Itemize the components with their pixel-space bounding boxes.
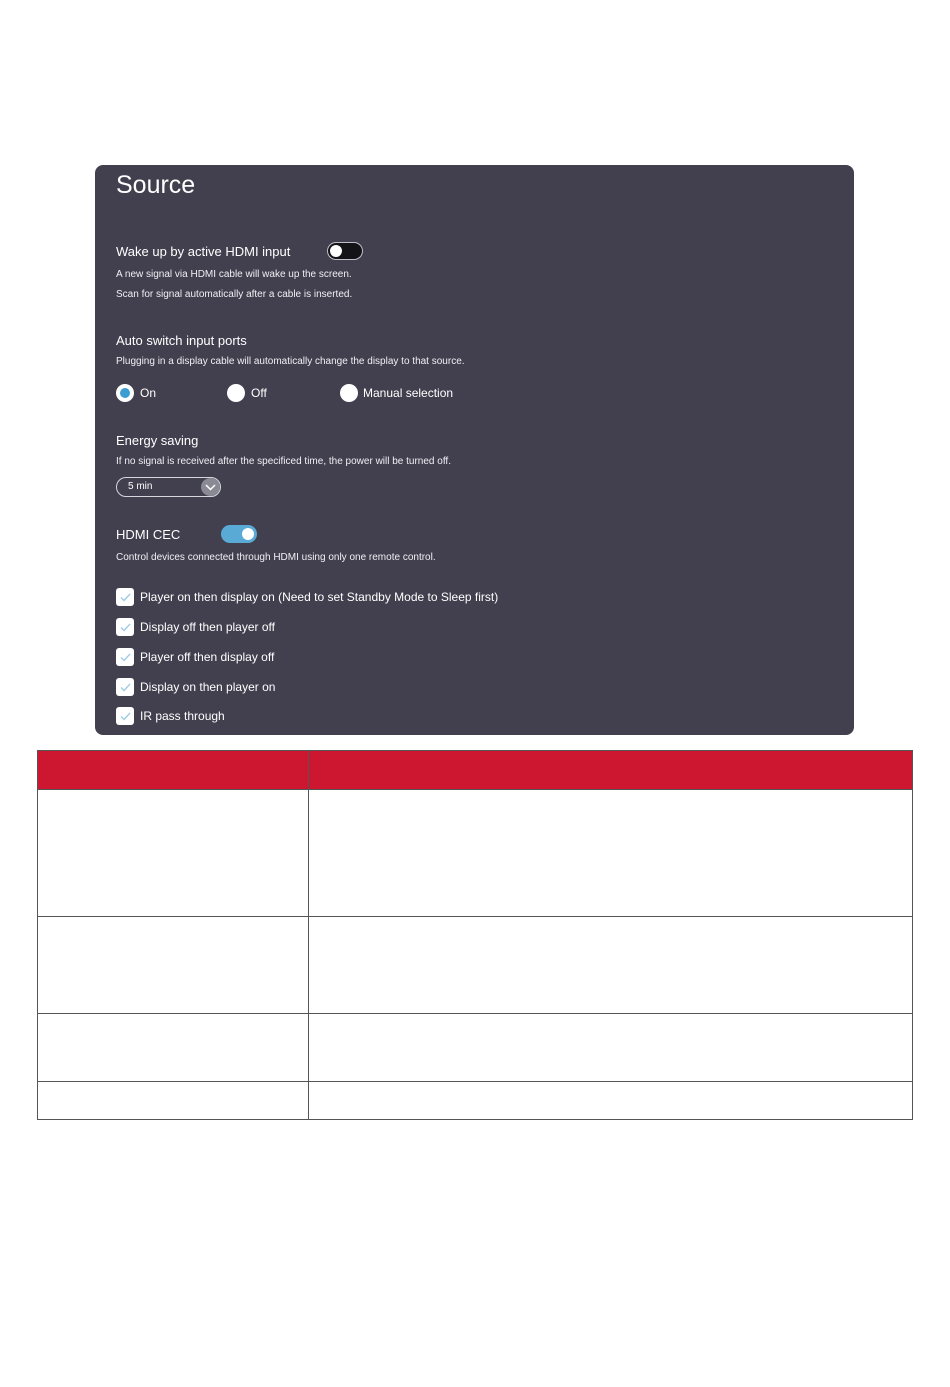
energy-saving-desc: If no signal is received after the specificed time, the power will be turned off. (116, 456, 451, 467)
energy-saving-select[interactable] (116, 477, 221, 497)
table-cell (38, 1014, 309, 1082)
checkbox-player-off-display-off[interactable] (116, 648, 134, 666)
table-cell (38, 790, 309, 917)
table-header-row (38, 751, 913, 790)
radio-manual-selection[interactable] (340, 384, 358, 402)
table-cell (309, 1082, 913, 1120)
hdmi-cec-label: HDMI CEC (116, 527, 181, 542)
check-icon (120, 623, 131, 632)
radio-off[interactable] (227, 384, 245, 402)
checkbox-display-on-player-on[interactable] (116, 678, 134, 696)
checkbox-label: Player on then display on (Need to set Standby Mode to Sleep first) (140, 590, 499, 604)
table-row (38, 1014, 913, 1082)
table-row (38, 917, 913, 1014)
hdmi-cec-desc: Control devices connected through HDMI using only one remote control. (116, 552, 436, 563)
toggle-knob (242, 528, 254, 540)
wake-hdmi-label: Wake up by active HDMI input (116, 244, 291, 259)
radio-on-label: On (140, 386, 157, 400)
check-icon (120, 712, 131, 721)
checkbox-label: Player off then display off (140, 650, 275, 664)
hdmi-cec-toggle[interactable] (221, 525, 257, 543)
table-header-cell (38, 751, 309, 790)
table-cell (309, 790, 913, 917)
radio-off-label: Off (251, 386, 267, 400)
checkbox-ir-pass-through[interactable] (116, 707, 134, 725)
checkbox-label: Display on then player on (140, 680, 276, 694)
panel-title: Source (116, 171, 196, 199)
auto-switch-label: Auto switch input ports (116, 333, 247, 348)
chevron-down-icon[interactable] (201, 478, 220, 496)
radio-manual-selection-label: Manual selection (363, 386, 454, 400)
check-icon (120, 593, 131, 602)
settings-table (37, 750, 913, 1120)
checkbox-label: IR pass through (140, 709, 225, 723)
table-row (38, 790, 913, 917)
auto-switch-desc: Plugging in a display cable will automatically change the display to that source. (116, 356, 465, 367)
source-settings-panel (95, 165, 854, 735)
checkbox-display-off-player-off[interactable] (116, 618, 134, 636)
check-icon (120, 683, 131, 692)
energy-saving-value: 5 min (128, 481, 153, 492)
check-icon (120, 653, 131, 662)
table-cell (309, 917, 913, 1014)
checkbox-label: Display off then player off (140, 620, 275, 634)
toggle-knob (330, 245, 342, 257)
wake-hdmi-toggle[interactable] (327, 242, 363, 260)
wake-hdmi-desc-2: Scan for signal automatically after a cable is inserted. (116, 289, 353, 300)
table-cell (309, 1014, 913, 1082)
table-row (38, 1082, 913, 1120)
table-cell (38, 917, 309, 1014)
checkbox-player-on-display-on[interactable] (116, 588, 134, 606)
radio-on[interactable] (116, 384, 134, 402)
table-cell (38, 1082, 309, 1120)
energy-saving-label: Energy saving (116, 433, 199, 448)
wake-hdmi-desc-1: A new signal via HDMI cable will wake up the screen. (116, 269, 352, 280)
table-header-cell (309, 751, 913, 790)
